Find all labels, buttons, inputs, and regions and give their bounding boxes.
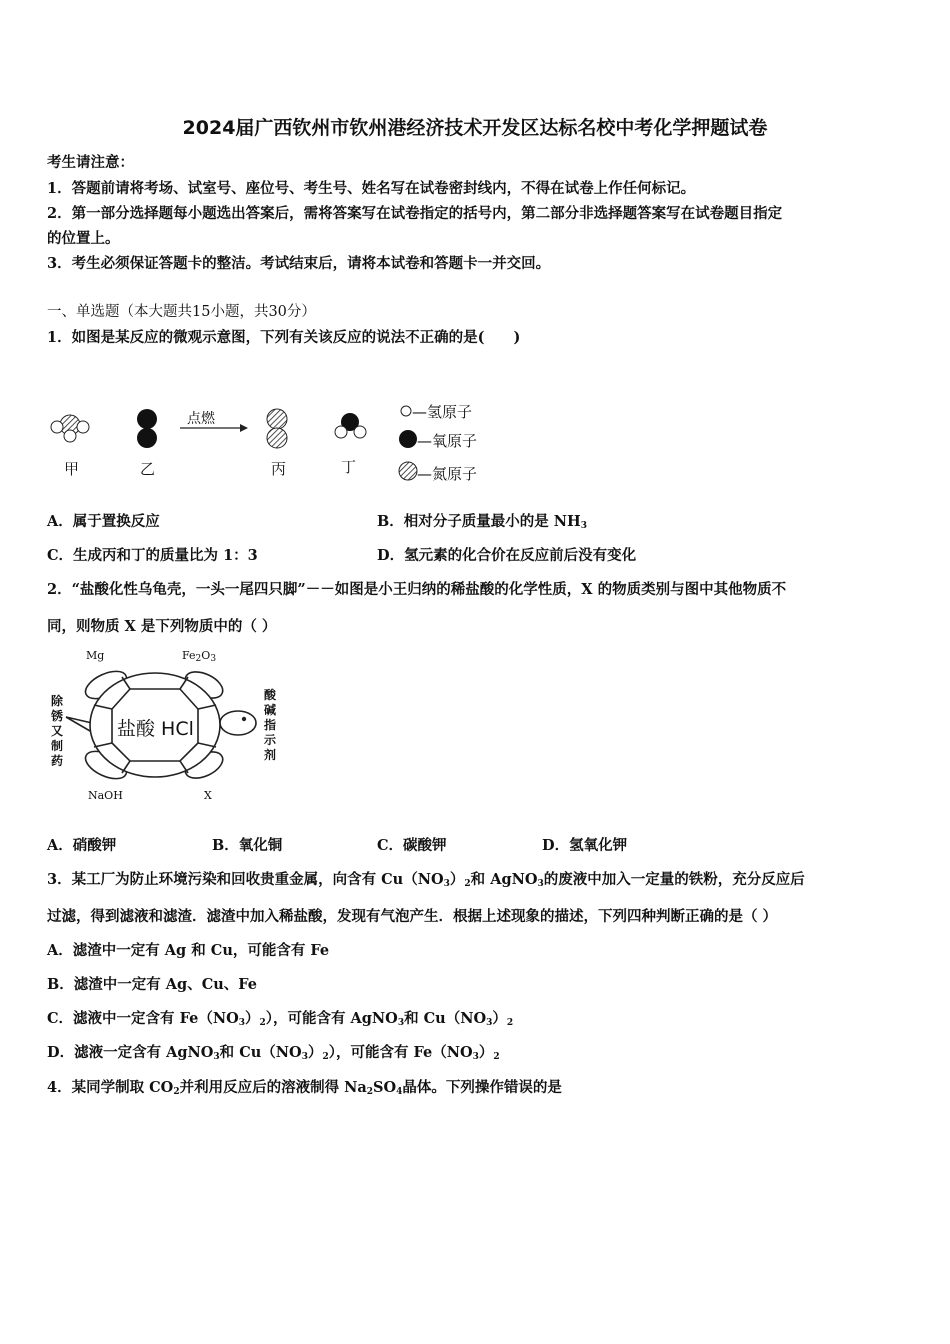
turtle-top-left-label: Mg <box>86 649 105 662</box>
turtle-left-label: 除锈又制药 <box>50 694 63 768</box>
label-jia: 甲 <box>64 460 80 478</box>
legend-nitrogen: —氮原子 <box>417 465 478 483</box>
q1-stem: 1．如图是某反应的微观示意图，下列有关该反应的说法不正确的是( ) <box>47 329 521 346</box>
notice-item-2: 2．第一部分选择题每小题选出答案后，需将答案写在试卷指定的括号内，第二部分非选择题答案写在试卷题目指定 <box>47 205 783 222</box>
q3-stem-1: 3．某工厂为防止环境污染和回收贵重金属，向含有 $Cu(NO_3)_2$和 AgNO$_3$的废液中加入一定量的铁粉，充分反应后 <box>47 871 805 889</box>
q3-option-d: D．滤液一定含有 AgNO$_3$和 $Cu(NO_3)_2$），可能含有 $Fe(NO_3)_2$ <box>47 1044 500 1062</box>
q2-stem-2: 同，则物质 X 是下列物质中的（ ） <box>47 618 277 635</box>
turtle-top-right-label: $Fe_2O_3$ <box>182 649 217 664</box>
legend-hydrogen-icon <box>401 406 411 416</box>
legend-oxygen-icon <box>399 430 417 448</box>
turtle-center-label: 盐酸 HCl <box>117 718 194 740</box>
molecule-ding <box>335 413 366 438</box>
q1-option-b: B．相对分子质量最小的是 $NH_3$ <box>377 513 588 531</box>
legend-oxygen: —氧原子 <box>417 432 478 450</box>
molecule-bing <box>267 409 287 448</box>
q2-stem-1: 2．“盐酸化性乌龟壳，一头一尾四只脚”－－如图是小王归纳的稀盐酸的化学性质，X 的物质类别与图中其他物质不 <box>47 581 787 598</box>
section-heading: 一、单选题（本大题共15小题，共30分） <box>47 304 316 320</box>
q1-option-d: D．氢元素的化合价在反应前后没有变化 <box>377 547 637 564</box>
q3-option-a: A．滤渣中一定有 Ag 和 Cu，可能含有 Fe <box>47 942 330 959</box>
q3-stem-2: 过滤，得到滤液和滤渣．滤渣中加入稀盐酸，发现有气泡产生．根据上述现象的描述，下列四种判断正确的是（ ） <box>47 908 778 925</box>
label-yi: 乙 <box>140 460 156 478</box>
turtle-bottom-right-label: X <box>204 789 212 802</box>
notice-item-3: 3．考生必须保证答题卡的整洁。考试结束后，请将本试卷和答题卡一并交回。 <box>47 255 551 272</box>
q3-option-c: C．滤液中一定含有 $Fe(NO_3)_2$），可能含有 AgNO$_3$和 $Cu(NO_3)_2$ <box>47 1010 514 1028</box>
arrow-label: 点燃 <box>187 411 215 427</box>
molecule-yi <box>137 409 157 448</box>
page-title: 2024届广西钦州市钦州港经济技术开发区达标名校中考化学押题试卷 <box>182 117 768 139</box>
q2-option-c: C．碳酸钾 <box>377 837 447 854</box>
label-ding: 丁 <box>341 458 357 476</box>
notice-heading: 考生请注意： <box>47 154 134 171</box>
molecule-jia <box>51 415 89 442</box>
q1-option-c: C．生成丙和丁的质量比为 1：3 <box>47 547 258 564</box>
turtle-bottom-left-label: NaOH <box>88 789 123 802</box>
q2-option-a: A．硝酸钾 <box>47 837 117 854</box>
q4-stem: 4．某同学制取 $CO_2$并利用反应后的溶液制得 $Na_2SO_4$晶体。下列操作错误的是 <box>47 1079 562 1097</box>
legend-hydrogen: —氢原子 <box>412 403 473 421</box>
notice-item-2-cont: 的位置上。 <box>47 230 120 247</box>
label-bing: 丙 <box>271 460 287 478</box>
q2-option-d: D．氢氧化钾 <box>542 837 628 854</box>
q3-option-b: B．滤渣中一定有 Ag、Cu、Fe <box>47 976 258 993</box>
legend-nitrogen-icon <box>399 462 417 480</box>
turtle-head <box>220 711 256 735</box>
notice-item-1: 1．答题前请将考场、试室号、座位号、考生号、姓名写在试卷密封线内，不得在试卷上作任何标记。 <box>47 180 696 197</box>
q2-option-b: B．氧化铜 <box>212 837 283 854</box>
turtle-eye <box>242 717 246 721</box>
turtle-right-label: 酸碱指示剂 <box>263 688 276 762</box>
q1-option-a: A．属于置换反应 <box>47 513 160 530</box>
turtle-tail <box>66 717 92 731</box>
